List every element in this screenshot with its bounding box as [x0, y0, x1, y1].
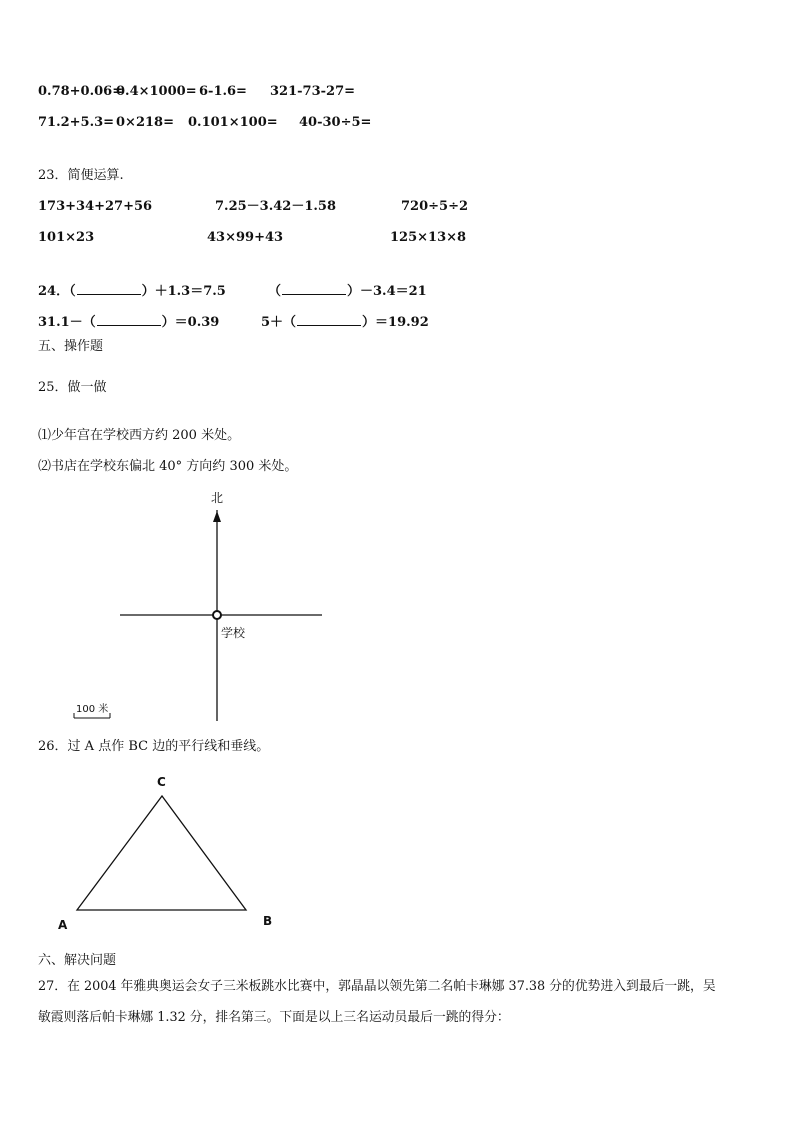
blank-suffix: ）＋1.3＝7.5 [141, 284, 226, 299]
calc-item: 720÷5÷2 [401, 199, 469, 214]
calc-item: 6-1.6= [199, 84, 247, 99]
scale-label: 100 米 [76, 704, 109, 715]
calc-item: 173+34+27+56 [38, 199, 153, 214]
blank-prefix: 5＋（ [261, 315, 297, 330]
calc-item: 71.2+5.3= [38, 115, 115, 130]
question-item: ⑵书店在学校东偏北 40° 方向约 300 米处。 [38, 459, 298, 474]
calc-item: 0.4×1000= [116, 84, 197, 99]
blank-suffix: ）－3.4＝21 [347, 284, 427, 299]
calc-item: 0.101×100= [188, 115, 278, 130]
school-point [213, 611, 221, 619]
question-26-title: 26．过 A 点作 BC 边的平行线和垂线。 [38, 739, 270, 754]
calc-item: 0.78+0.06= [38, 84, 124, 99]
question-25-title: 25．做一做 [38, 380, 107, 395]
vertex-label-c: C [157, 775, 166, 789]
question-27-line: 27．在 2004 年雅典奥运会女子三米板跳水比赛中，郭晶晶以领先第二名帕卡琳娜 37.38 分的优势进入到最后一跳，吴 [38, 979, 716, 994]
calc-item: 7.25－3.42－1.58 [215, 199, 336, 214]
calc-item: 101×23 [38, 230, 95, 245]
calc-item: 0×218= [116, 115, 174, 130]
calc-item: 43×99+43 [207, 230, 284, 245]
vertex-label-b: B [263, 914, 273, 928]
calc-item: 40-30÷5= [299, 115, 372, 130]
calc-item: 125×13×8 [390, 230, 467, 245]
north-arrow-icon [213, 511, 221, 522]
question-23-title: 23．简便运算. [38, 168, 124, 183]
blank-prefix: 24．（ [38, 284, 76, 299]
blank-prefix: （ [268, 284, 282, 299]
north-label: 北 [211, 491, 224, 505]
vertex-label-a: A [58, 918, 68, 932]
question-27-line: 敏霞则落后帕卡琳娜 1.32 分，排名第三。下面是以上三名运动员最后一跳的得分： [38, 1010, 510, 1025]
blank-suffix: ）＝19.92 [362, 315, 429, 330]
blank-prefix: 31.1－（ [38, 315, 96, 330]
blank-suffix: ）＝0.39 [161, 315, 220, 330]
calc-item: 321-73-27= [270, 84, 356, 99]
section-heading: 五、操作题 [38, 339, 104, 354]
school-label: 学校 [221, 626, 246, 640]
section-heading: 六、解决问题 [38, 953, 117, 968]
question-item: ⑴少年宫在学校西方约 200 米处。 [38, 428, 241, 443]
triangle-abc [77, 796, 246, 910]
